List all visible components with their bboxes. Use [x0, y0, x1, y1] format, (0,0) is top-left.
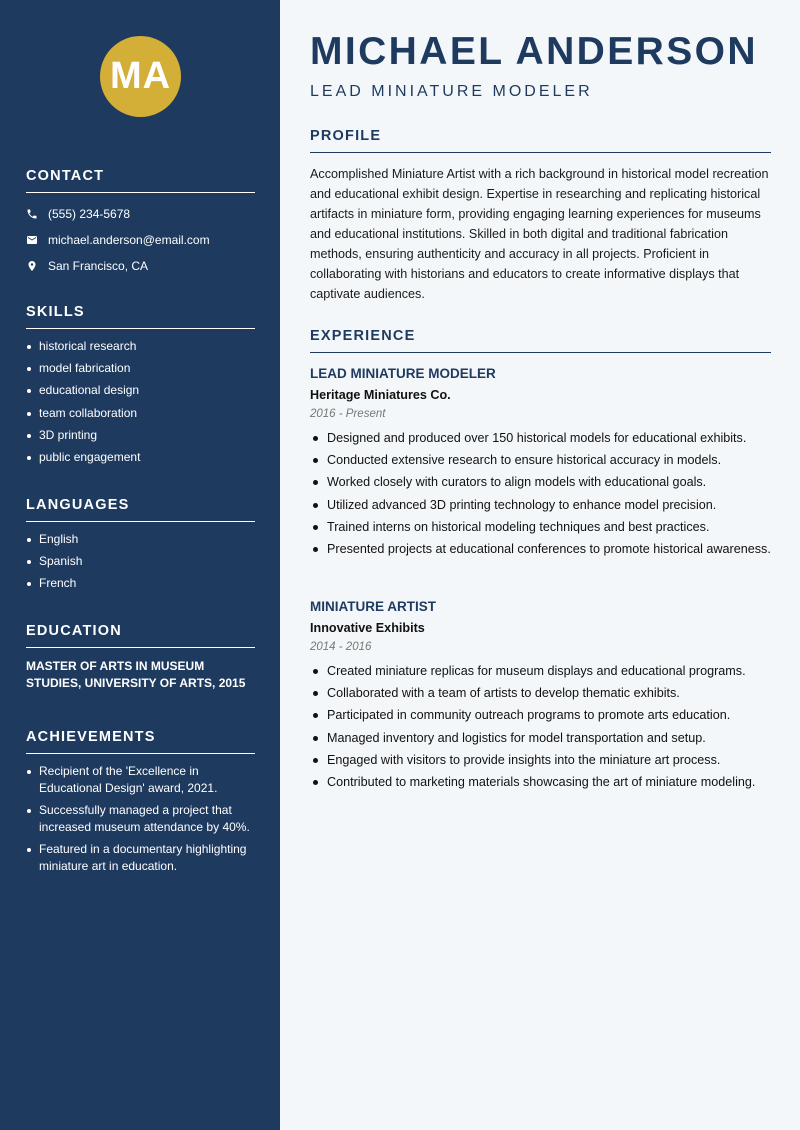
profile-summary: Accomplished Miniature Artist with a rich background in historical model recreation and educational exhibit design. Expertise in researching and replicating historical artifacts in miniature form, providing engaging learning experiences for museums and educational institutions. Skilled in both digital and traditional fabrication methods, ensuring authenticity and accuracy in all projects. Proficient in collaborating with historians and educators to create informative displays that captivate audiences.: [310, 167, 769, 301]
skills-list: [26, 338, 255, 466]
job-duty: Conducted extensive research to ensure historical accuracy in models.: [310, 451, 771, 469]
contact-location: [26, 253, 255, 279]
languages-heading: LANGUAGES: [26, 497, 255, 522]
skill-item: educational design: [26, 382, 255, 399]
achievements-section: [26, 729, 255, 880]
contact-section: [26, 168, 255, 279]
location-pin-icon: [26, 260, 38, 272]
achievements-heading: ACHIEVEMENTS: [26, 729, 255, 754]
email-icon: [26, 234, 38, 246]
avatar: MA: [100, 36, 181, 117]
profile-section: [310, 128, 771, 304]
education-heading: EDUCATION: [26, 623, 255, 648]
job-company: Heritage Miniatures Co.: [310, 388, 451, 402]
languages-list: [26, 531, 255, 592]
job-duties: [310, 429, 771, 558]
job-dates: 2014 - 2016: [310, 641, 372, 653]
job-duty: Collaborated with a team of artists to develop thematic exhibits.: [310, 684, 771, 702]
contact-list: [26, 201, 255, 279]
job-duty: Presented projects at educational conferences to promote historical awareness.: [310, 540, 771, 558]
job-duty: Designed and produced over 150 historical models for educational exhibits.: [310, 429, 771, 447]
languages-section: [26, 497, 255, 598]
achievement-item: Successfully managed a project that increased museum attendance by 40%.: [26, 802, 255, 836]
skill-item: public engagement: [26, 449, 255, 466]
job-duty: Created miniature replicas for museum displays and educational programs.: [310, 662, 771, 680]
job-duty: Utilized advanced 3D printing technology to enhance model precision.: [310, 496, 771, 514]
education-degree: MASTER OF ARTS IN MUSEUM STUDIES, UNIVERSITY OF ARTS, 2015: [26, 659, 246, 690]
candidate-title: LEAD MINIATURE MODELER: [310, 83, 593, 100]
job-entry-2: [310, 599, 771, 795]
experience-section: [310, 328, 771, 353]
job-duty: Managed inventory and logistics for model transportation and setup.: [310, 729, 771, 747]
achievement-item: Featured in a documentary highlighting miniature art in education.: [26, 841, 255, 875]
skills-section: [26, 304, 255, 471]
job-role: MINIATURE ARTIST: [310, 599, 436, 614]
language-item: Spanish: [26, 553, 255, 570]
sidebar: [0, 0, 280, 1130]
contact-phone-text: (555) 234-5678: [48, 207, 131, 221]
job-dates: 2016 - Present: [310, 408, 386, 420]
job-duty: Participated in community outreach programs to promote arts education.: [310, 706, 771, 724]
language-item: French: [26, 575, 255, 592]
language-item: English: [26, 531, 255, 548]
job-company: Innovative Exhibits: [310, 621, 425, 635]
contact-location-text: San Francisco, CA: [48, 259, 149, 273]
contact-email-text: michael.anderson@email.com: [48, 233, 210, 247]
contact-email[interactable]: [26, 227, 255, 253]
contact-heading: CONTACT: [26, 168, 255, 193]
job-duty: Engaged with visitors to provide insights into the miniature art process.: [310, 751, 771, 769]
job-role: LEAD MINIATURE MODELER: [310, 366, 496, 381]
achievement-item: Recipient of the 'Excellence in Educational Design' award, 2021.: [26, 763, 255, 797]
achievements-list: [26, 763, 255, 875]
candidate-name: MICHAEL ANDERSON: [310, 30, 758, 73]
job-duty: Worked closely with curators to align models with educational goals.: [310, 473, 771, 491]
skill-item: team collaboration: [26, 405, 255, 422]
experience-heading: EXPERIENCE: [310, 328, 771, 353]
profile-heading: PROFILE: [310, 128, 771, 153]
education-section: [26, 623, 255, 692]
skill-item: historical research: [26, 338, 255, 355]
job-duty: Contributed to marketing materials showcasing the art of miniature modeling.: [310, 773, 771, 791]
phone-icon: [26, 208, 38, 220]
job-duties: [310, 662, 771, 791]
skills-heading: SKILLS: [26, 304, 255, 329]
contact-phone[interactable]: [26, 201, 255, 227]
job-duty: Trained interns on historical modeling techniques and best practices.: [310, 518, 771, 536]
skill-item: 3D printing: [26, 427, 255, 444]
skill-item: model fabrication: [26, 360, 255, 377]
job-entry-1: [310, 366, 771, 562]
